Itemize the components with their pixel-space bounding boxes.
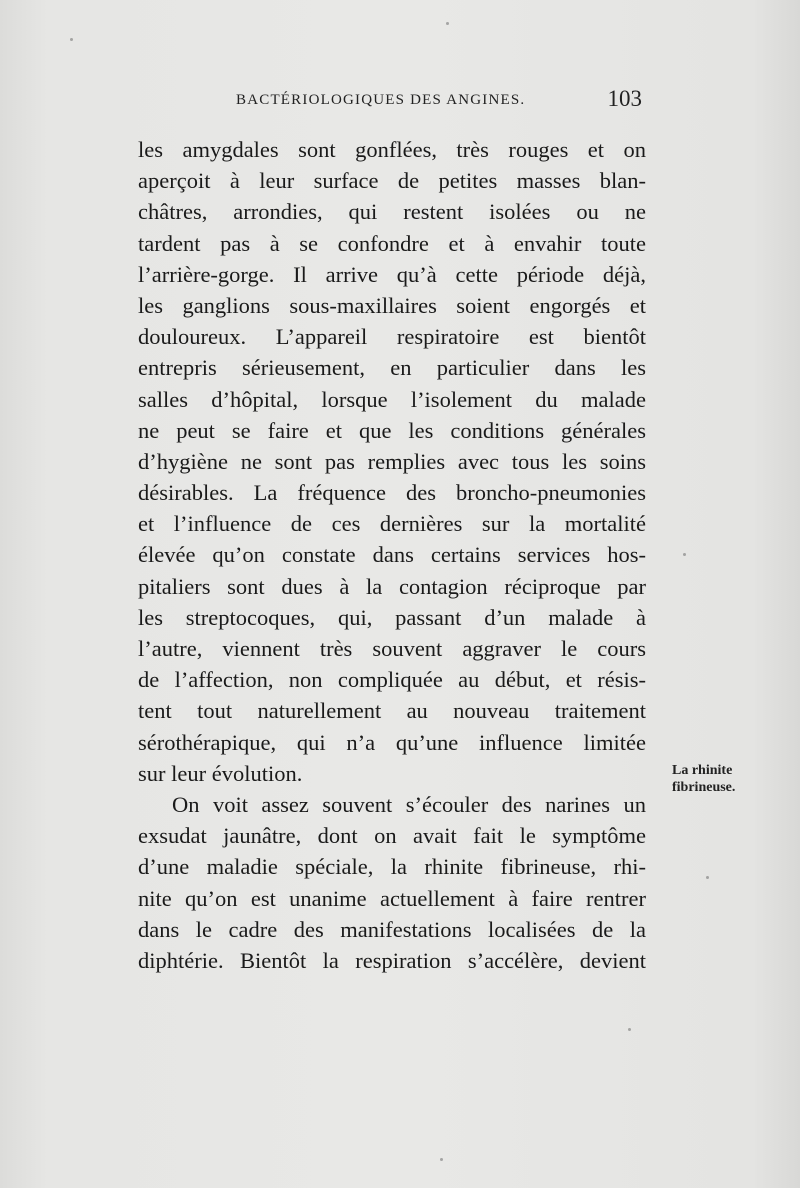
text-line: dans le cadre des manifestations localisées de la <box>138 916 646 942</box>
speck <box>440 1158 443 1161</box>
page-number: 103 <box>607 86 642 111</box>
page-header <box>236 86 646 118</box>
speck <box>706 876 709 879</box>
speck <box>446 22 449 25</box>
text-line: élevée qu’on constate dans certains services hos- <box>138 542 646 568</box>
text-line: les amygdales sont gonflées, très rouges et on <box>138 137 646 162</box>
text-line: châtres, arrondies, qui restent isolées ou ne <box>138 199 646 225</box>
text-line: salles d’hôpital, lorsque l’isolement du malade <box>138 386 646 412</box>
speck <box>628 1028 631 1031</box>
text-line: diphtérie. Bientôt la respiration s’accélère, devient <box>138 947 646 973</box>
text-line: exsudat jaunâtre, dont on avait fait le symptôme <box>138 823 646 849</box>
text-line: On voit assez souvent s’écouler des narines un <box>172 791 646 817</box>
text-line: nite qu’on est unanime actuellement à faire rentrer <box>138 885 646 911</box>
text-line: douloureux. L’appareil respiratoire est bientôt <box>138 324 646 350</box>
body-text <box>138 134 646 976</box>
margin-note <box>672 762 772 796</box>
text-line: les ganglions sous-maxillaires soient engorgés et <box>138 292 646 318</box>
text-line: ne peut se faire et que les conditions générales <box>138 417 646 443</box>
text-line: les streptocoques, qui, passant d’un malade à <box>138 604 646 630</box>
text-line: sérothérapique, qui n’a qu’une influence limitée <box>138 729 646 755</box>
text-line: sur leur évolution. <box>138 760 303 786</box>
speck <box>70 38 73 41</box>
running-title: BACTÉRIOLOGIQUES DES ANGINES. <box>236 92 526 108</box>
text-line: tent tout naturellement au nouveau traitement <box>138 698 646 724</box>
text-line: tardent pas à se confondre et à envahir toute <box>138 230 646 256</box>
text-line: l’autre, viennent très souvent aggraver le cours <box>138 636 646 661</box>
text-line: aperçoit à leur surface de petites masses blan- <box>138 168 646 194</box>
text-line: désirables. La fréquence des broncho-pneumonies <box>138 480 646 506</box>
text-line: d’hygiène ne sont pas remplies avec tous les soins <box>138 448 646 474</box>
text-line: pitaliers sont dues à la contagion réciproque par <box>138 573 646 599</box>
speck <box>683 553 686 556</box>
text-line: et l’influence de ces dernières sur la mortalité <box>138 511 646 537</box>
text-line: de l’affection, non compliquée au début, et résis- <box>138 667 646 693</box>
text-line: d’une maladie spéciale, la rhinite fibrineuse, rhi- <box>138 854 646 880</box>
text-line: l’arrière-gorge. Il arrive qu’à cette période déjà, <box>138 261 646 287</box>
margin-note-line: La rhinite <box>672 763 733 778</box>
margin-note-line: fibrineuse. <box>672 780 736 795</box>
text-line: entrepris sérieusement, en particulier dans les <box>138 355 646 381</box>
